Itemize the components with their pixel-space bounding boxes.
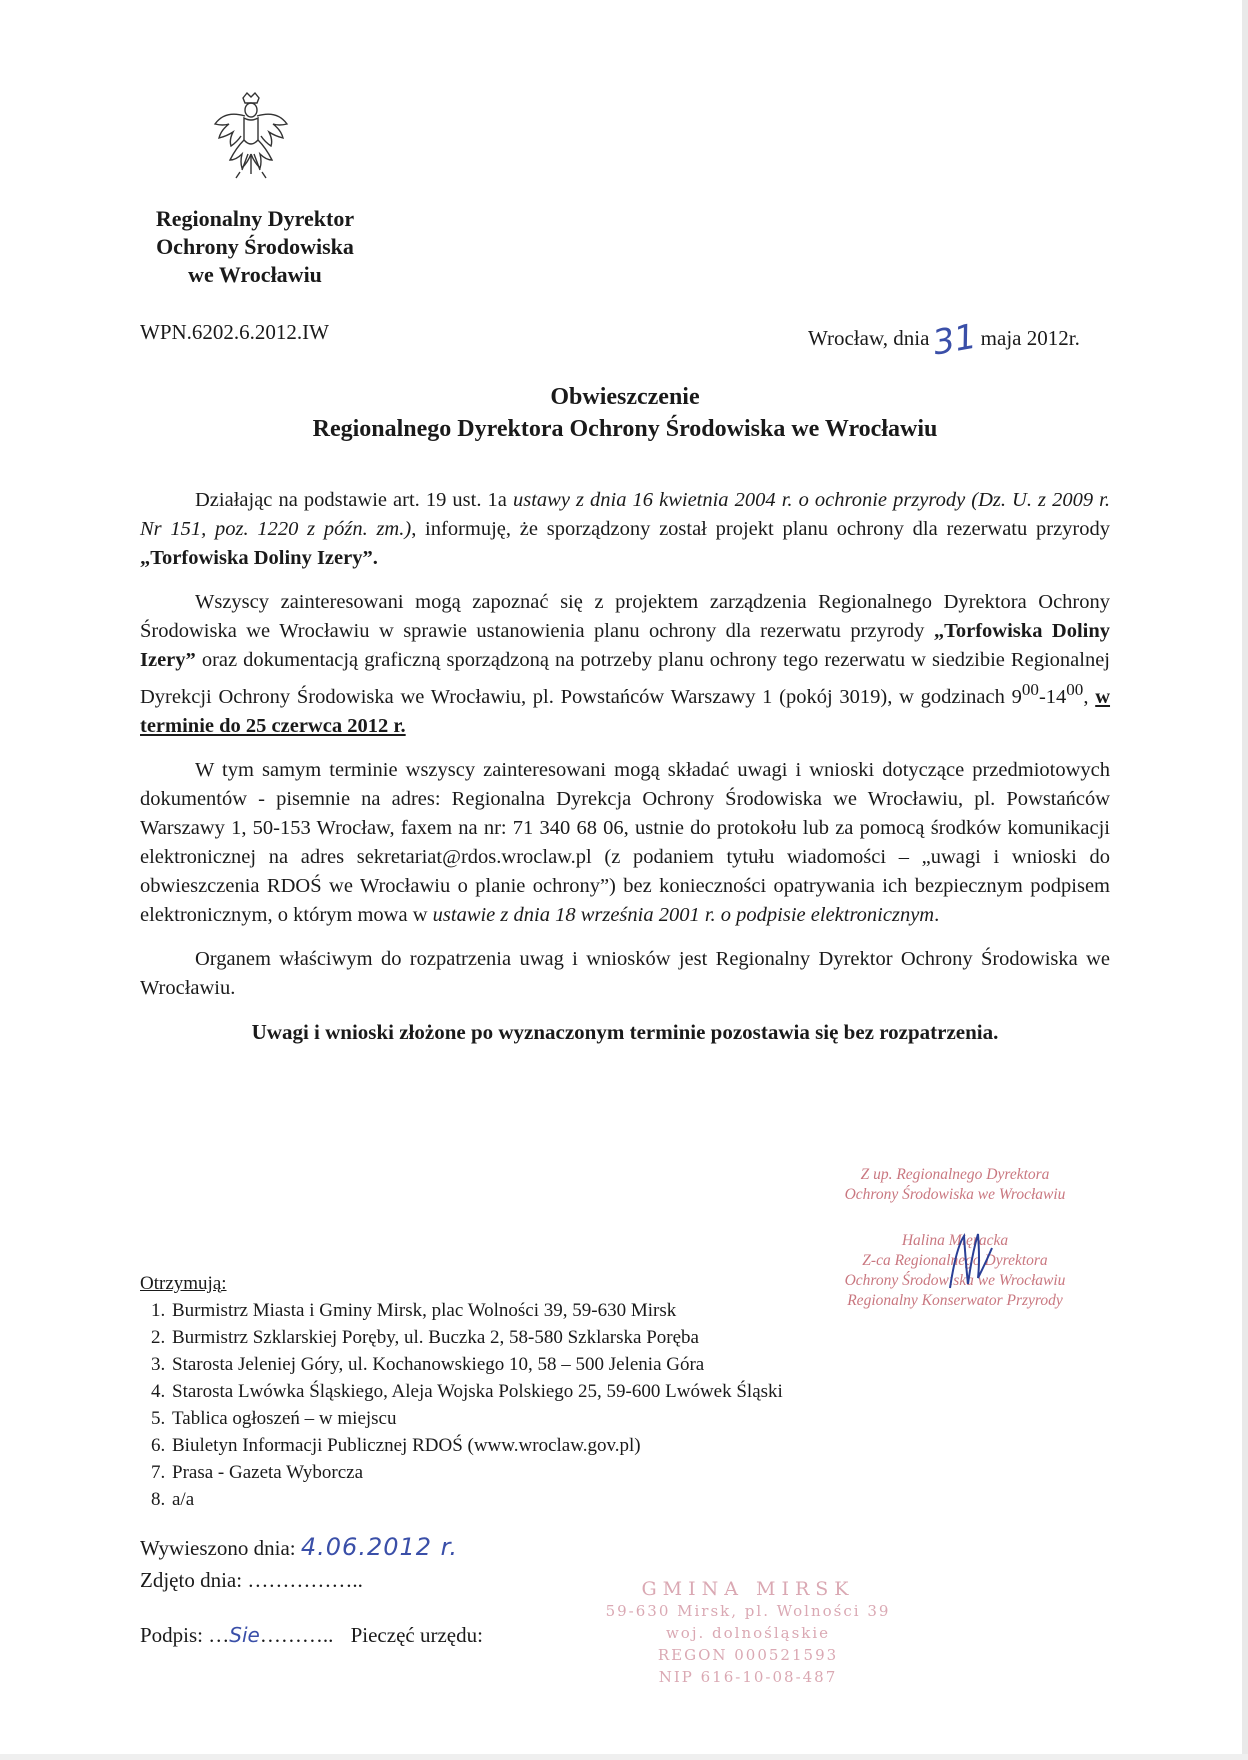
- recipient-item: 1. Burmistrz Miasta i Gminy Mirsk, plac Wolności 39, 59-630 Mirsk: [170, 1297, 783, 1324]
- posted-date-row: [140, 1533, 458, 1561]
- text: , informuję, że sporządzony został projekt planu ochrony dla rezerwatu przyrody: [411, 518, 1110, 540]
- issuing-authority: [130, 205, 380, 289]
- deadline: w terminie do 25 czerwca 2012 r.: [140, 685, 1111, 737]
- handwritten-posted-date: 4.06.2012 r.: [300, 1533, 458, 1561]
- posted-label: Wywieszono dnia:: [140, 1536, 296, 1560]
- recipient-item: 6. Biuletyn Informacji Publicznej RDOŚ (www.wroclaw.gov.pl): [170, 1432, 783, 1459]
- date-prefix: Wrocław, dnia: [808, 326, 930, 350]
- stamp-line: Ochrony Środowiska we Wrocławiu: [844, 1272, 1066, 1289]
- removed-date-row: [140, 1568, 363, 1593]
- stamp-line: Regionalny Konserwator Przyrody: [847, 1292, 1063, 1309]
- stamp-line: REGON 000521593: [657, 1646, 839, 1664]
- removed-dots: ……………..: [247, 1568, 363, 1592]
- stamp-line: Z-ca Regionalnego Dyrektora: [862, 1252, 1048, 1269]
- paragraph-late-comments: Uwagi i wnioski złożone po wyznaczonym terminie pozostawia się bez rozpatrzenia.: [251, 1019, 999, 1044]
- authority-line: Regionalny Dyrektor: [155, 206, 355, 231]
- recipient-item: 7. Prasa - Gazeta Wyborcza: [170, 1459, 783, 1486]
- act-citation: ustawie z dnia 18 września 2001 r. o podpisie elektronicznym: [432, 903, 935, 926]
- stamp-line: Ochrony Środowiska we Wrocławiu: [844, 1186, 1066, 1203]
- stamp-line: GMINA MIRSK: [641, 1578, 855, 1600]
- document-date: [808, 316, 1080, 364]
- stamp-label: Pieczęć urzędu:: [350, 1623, 483, 1647]
- title-line-1: Obwieszczenie: [550, 384, 700, 410]
- recipients-list: [140, 1270, 783, 1513]
- text: ,: [1083, 685, 1096, 708]
- paragraph-competent-authority: Organem właściwym do rozpatrzenia uwag i wniosków jest Regionalny Dyrektor Ochrony Środowiska we Wrocławiu.: [140, 947, 1110, 999]
- hours-superscript: 00: [1021, 680, 1039, 699]
- recipients-heading: Otrzymują:: [140, 1273, 227, 1294]
- stamp-line: 59-630 Mirsk, pl. Wolności 39: [605, 1602, 891, 1620]
- stamp-line: Z up. Regionalnego Dyrektora: [860, 1166, 1050, 1183]
- recipients-items: [140, 1297, 783, 1513]
- recipient-item: 3. Starosta Jeleniej Góry, ul. Kochanowskiego 10, 58 – 500 Jelenia Góra: [170, 1351, 783, 1378]
- text: W tym samym terminie wszyscy zainteresowani mogą składać uwagi i wnioski dotyczące przedmiotowych dokumentów - pisemnie na adres: Regionalna Dyrekcja Ochrony Środowiska we Wrocławiu, pl. Powstańców Warszawy 1, 50-153 Wrocław, faxem na nr: 71 340 68 06, ustnie do protokołu lub za pomocą środków komunikacji elektronicznej na adres sekretariat@rdos.wroclaw.pl (z podaniem tytułu wiadomości – „uwagi i wnioski do obwieszczenia RDOŚ we Wrocławiu o planie ochrony”) bez konieczności opatrywania ich bezpiecznym podpisem elektronicznym, o którym mowa w: [140, 758, 1110, 926]
- notice-body: [140, 486, 1110, 1062]
- text: .: [934, 903, 940, 926]
- hours-superscript: 00: [1066, 680, 1084, 699]
- act-citation: ustawy z dnia 16 kwietnia 2004 r. o ochronie przyrody (Dz. U. z 2009 r. Nr 151, poz. 1220 z późn. zm.): [140, 489, 1110, 540]
- paragraph-comments: [140, 756, 1110, 930]
- signature-row: [140, 1623, 483, 1648]
- recipient-item: 2. Burmistrz Szklarskiej Poręby, ul. Buczka 2, 58-580 Szklarska Poręba: [170, 1324, 783, 1351]
- authority-line: we Wrocławiu: [188, 262, 322, 287]
- stamp-line: woj. dolnośląskie: [665, 1624, 831, 1642]
- recipient-item: 8. a/a: [170, 1486, 783, 1513]
- recipient-item: 4. Starosta Lwówka Śląskiego, Aleja Wojska Polskiego 25, 59-600 Lwówek Śląski: [170, 1378, 783, 1405]
- reference-number: WPN.6202.6.2012.IW: [140, 320, 329, 344]
- authority-line: Ochrony Środowiska: [156, 234, 354, 259]
- date-suffix: maja 2012r.: [980, 326, 1080, 350]
- handwritten-signature-icon: [940, 1228, 1000, 1298]
- sign-dots: ………..: [259, 1623, 334, 1647]
- sign-label: Podpis:: [140, 1623, 204, 1647]
- removed-label: Zdjęto dnia:: [140, 1568, 243, 1592]
- reserve-name: „Torfowiska Doliny Izery”.: [140, 547, 378, 569]
- office-stamp: [598, 1578, 898, 1688]
- text: -14: [1038, 685, 1067, 708]
- text: Wszyscy zainteresowani mogą zapoznać się z projektem zarządzenia Regionalnego Dyrektora Ochrony Środowiska we Wrocławiu w sprawie ustanowienia planu ochrony dla rezerwatu przyrody: [140, 591, 1110, 642]
- reserve-name: „Torfowiska Doliny Izery”: [140, 620, 1110, 671]
- text: Działając na podstawie art. 19 ust. 1a: [195, 489, 513, 511]
- handwritten-day: 31: [930, 316, 980, 364]
- paragraph-inspection: [140, 588, 1110, 741]
- handwritten-initials: Sie: [229, 1623, 260, 1647]
- stamp-line: NIP 616-10-08-487: [658, 1668, 838, 1686]
- title-line-2: Regionalnego Dyrektora Ochrony Środowiska we Wrocławiu: [312, 416, 938, 442]
- scan-edge: [1242, 0, 1248, 1760]
- text: oraz dokumentacją graficzną sporządzoną na potrzeby planu ochrony tego rezerwatu w siedzibie Regionalnej Dyrekcji Ochrony Środowiska we Wrocławiu, pl. Powstańców Warszawy 1 (pokój 3019), w godzinach 9: [140, 649, 1110, 708]
- stamp-line: Halina Mięracka: [901, 1232, 1009, 1249]
- scan-edge: [0, 1754, 1248, 1760]
- recipient-item: 5. Tablica ogłoszeń – w miejscu: [170, 1405, 783, 1432]
- polish-eagle-emblem-icon: [210, 88, 292, 184]
- sign-dots: …: [208, 1623, 230, 1647]
- notice-title: [140, 381, 1110, 445]
- paragraph-legal-basis: [140, 486, 1110, 573]
